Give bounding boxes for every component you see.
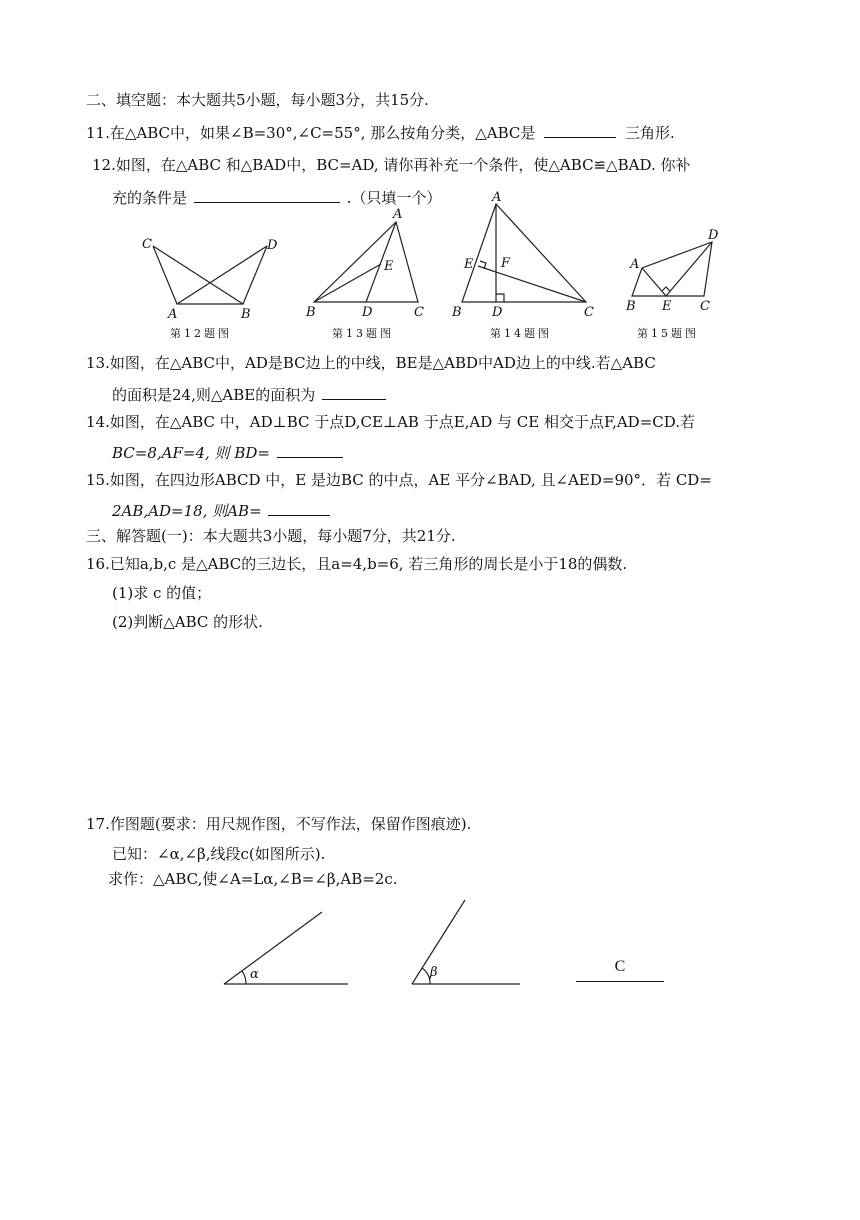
fig13-label-b: B <box>306 305 316 320</box>
fig15-ae <box>642 268 666 296</box>
figure-13-caption: 第13题图 <box>332 327 394 340</box>
q17-line1: 17.作图题(要求：用尺规作图，不写作法，保留作图痕迹). <box>86 815 472 833</box>
figure-14-caption: 第14题图 <box>490 327 552 340</box>
q13-blank[interactable] <box>322 383 386 400</box>
beta-angle-diagram <box>408 896 528 990</box>
figure-12-diagram <box>135 232 285 322</box>
figure-17-segment <box>574 958 666 988</box>
q15-line1: 15.如图，在四边形ABCD 中，E 是边BC 的中点，AE 平分∠BAD, 且∠AED=90°．若 CD= <box>86 471 712 489</box>
fig14-label-f: F <box>501 256 511 271</box>
q17-construct: 求作：△ABC,使∠A=Lα,∠B=∠β,AB=2c. <box>108 870 398 888</box>
fig13-label-a: A <box>393 207 403 222</box>
fig12-cb <box>153 246 243 304</box>
fig15-label-c: C <box>700 299 710 314</box>
fig12-da <box>177 246 267 304</box>
q15-line2 <box>112 499 330 521</box>
fig12-label-b: B <box>241 307 251 322</box>
fig13-label-e: E <box>384 259 394 274</box>
q12-line2 <box>112 186 441 208</box>
q15-blank[interactable] <box>268 499 330 516</box>
fig12-label-a: A <box>168 307 178 322</box>
q17-given: 已知：∠α,∠β,线段c(如图所示). <box>112 845 326 863</box>
figure-13-diagram <box>300 206 440 320</box>
fig14-label-a: A <box>492 190 502 205</box>
fig14-right-angle-d <box>496 294 504 302</box>
alpha-angle-diagram <box>220 908 360 990</box>
fig15-quadrilateral <box>632 242 712 296</box>
q14-blank[interactable] <box>277 441 343 458</box>
fig15-label-a: A <box>630 257 640 272</box>
figure-14 <box>448 190 608 320</box>
beta-slanted-ray <box>412 900 465 984</box>
beta-label: β <box>430 965 438 980</box>
q13-line2 <box>112 383 386 405</box>
fig14-label-e: E <box>464 257 474 272</box>
q12-line2-end: .（只填一个） <box>346 189 442 207</box>
q12-line2-start: 充的条件是 <box>112 189 188 207</box>
fig13-label-c: C <box>414 305 424 320</box>
figure-12-caption: 第12题图 <box>170 327 232 340</box>
figure-13 <box>300 206 440 320</box>
fig15-label-d: D <box>708 228 719 243</box>
q11-tail: 三角形. <box>624 124 675 142</box>
q12-blank[interactable] <box>194 186 340 203</box>
section2-heading: 二、填空题：本大题共5小题，每小题3分，共15分. <box>86 91 429 109</box>
figure-14-diagram <box>448 190 608 320</box>
beta-arc <box>422 968 430 984</box>
fig15-label-e: E <box>662 299 672 314</box>
fig14-label-b: B <box>452 305 462 320</box>
segment-line <box>576 981 664 982</box>
figure-15-diagram <box>620 226 730 320</box>
alpha-arc <box>242 971 246 984</box>
fig12-outline <box>153 246 267 304</box>
q11-text: 11.在△ABC中，如果∠B=30°,∠C=55°, 那么按角分类，△ABC是 <box>86 124 536 142</box>
alpha-slanted-ray <box>224 912 322 984</box>
q11-blank[interactable] <box>544 121 616 138</box>
q13-line2-text: 的面积是24,则△ABE的面积为 <box>112 386 316 404</box>
fig15-label-b: B <box>626 299 636 314</box>
fig12-label-c: C <box>142 237 152 252</box>
alpha-label: α <box>250 967 259 982</box>
fig12-label-d: D <box>267 238 278 253</box>
q11 <box>86 121 675 143</box>
fig14-triangle <box>462 204 586 302</box>
q14-line2 <box>112 441 343 463</box>
segment-label: C <box>614 958 626 975</box>
q12-line1: 12.如图，在△ABC 和△BAD中，BC=AD, 请你再补充一个条件，使△ABC≌△BAD. 你补 <box>92 156 691 174</box>
fig13-label-d: D <box>362 305 373 320</box>
figure-12 <box>135 232 285 322</box>
q13-line1: 13.如图，在△ABC中，AD是BC边上的中线，BE是△ABD中AD边上的中线.若△ABC <box>86 354 656 372</box>
fig14-label-d: D <box>492 305 503 320</box>
fig14-label-c: C <box>584 305 594 320</box>
section3-heading: 三、解答题(一)：本大题共3小题，每小题7分，共21分. <box>86 527 456 545</box>
figure-15 <box>620 226 730 320</box>
q14-line2-text: BC=8,AF=4, 则 BD= <box>112 444 270 462</box>
figure-15-caption: 第15题图 <box>637 327 699 340</box>
q14-line1: 14.如图，在△ABC 中，AD⊥BC 于点D,CE⊥AB 于点E,AD 与 CE 相交于点F,AD=CD.若 <box>86 413 696 431</box>
q16-line1: 16.已知a,b,c 是△ABC的三边长，且a=4,b=6, 若三角形的周长是小于18的偶数. <box>86 555 628 573</box>
q16-sub2: (2)判断△ABC 的形状. <box>112 613 263 631</box>
fig15-right-angle-e <box>662 287 670 291</box>
fig13-triangle <box>314 222 418 302</box>
figure-17-alpha <box>220 908 360 990</box>
figure-17-beta <box>408 896 528 990</box>
q15-line2-text: 2AB,AD=18, 则AB= <box>112 502 262 520</box>
q16-sub1: (1)求 c 的值； <box>112 584 212 602</box>
